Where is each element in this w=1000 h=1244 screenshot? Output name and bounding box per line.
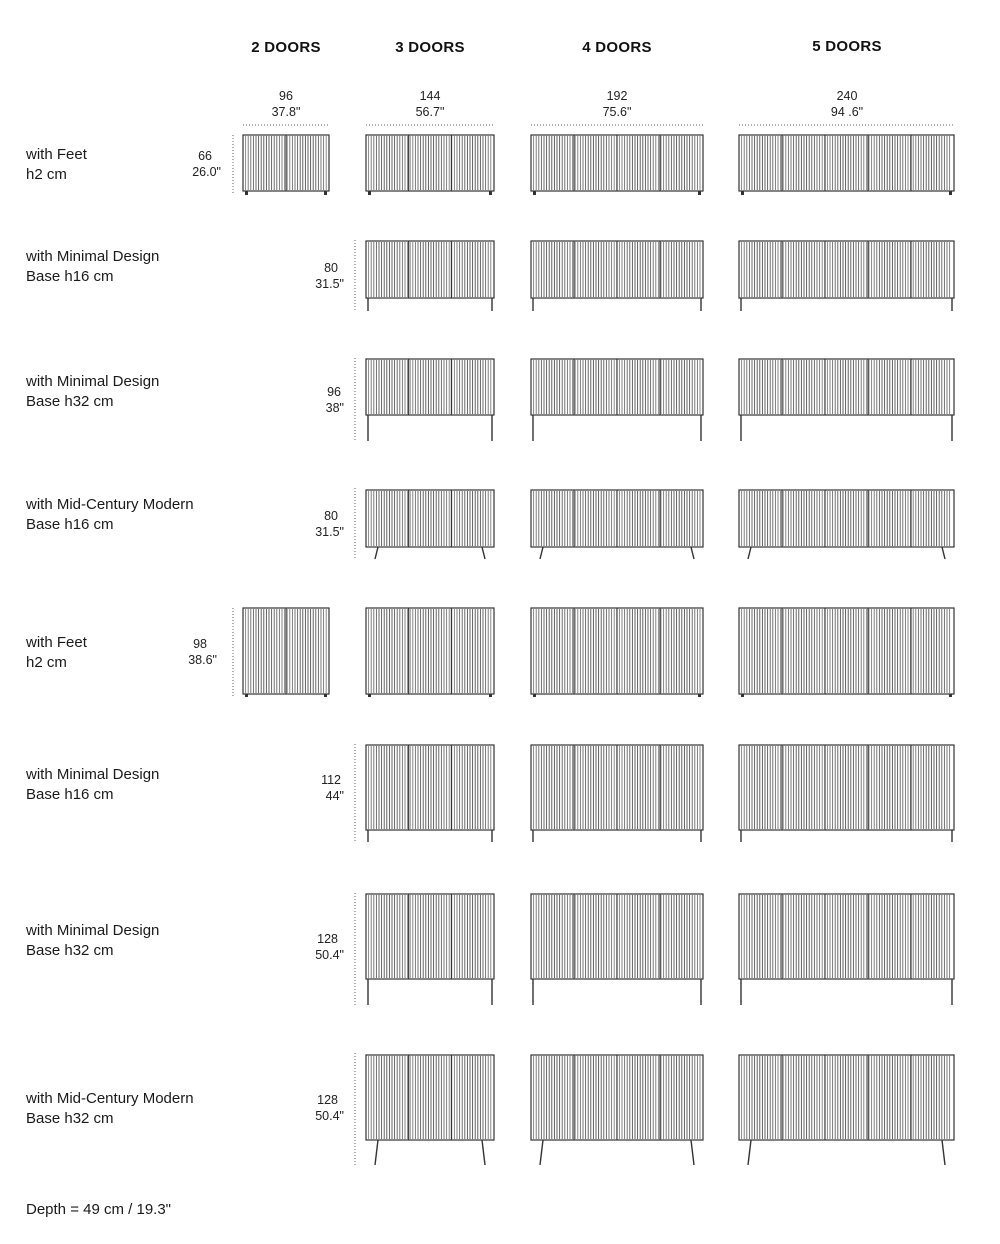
foot-right [324, 694, 327, 697]
row-4-label-line1: with Mid-Century Modern [26, 496, 194, 513]
row-2-label-line1: with Minimal Design [26, 248, 160, 265]
row-labels [25, 146, 194, 1127]
row-1-label-line1: with Feet [26, 146, 87, 163]
cabinet-body [739, 359, 954, 415]
cabinet-body [739, 135, 954, 191]
leg-left [748, 1140, 751, 1165]
row-3-label-line2: Base h32 cm [26, 393, 114, 410]
column-header-5-doors: 5 DOORS [812, 38, 882, 55]
leg-right [691, 1140, 694, 1165]
sideboard-row-6-4-doors [531, 745, 703, 842]
leg-right [691, 547, 694, 559]
row-7-label-line2: Base h32 cm [26, 942, 114, 959]
sideboard-row-1-4-doors [531, 135, 703, 195]
sideboard-row-4-3-doors [366, 490, 494, 559]
sideboard-row-1-5-doors [739, 135, 954, 195]
leg-left [540, 1140, 543, 1165]
row-8-height-cm: 128 [317, 1093, 338, 1107]
row-3-label-line1: with Minimal Design [26, 373, 160, 390]
foot-left [741, 694, 744, 697]
column-header-3-doors: 3 DOORS [395, 39, 465, 56]
width-in-5-doors: 94 .6" [830, 105, 864, 119]
row-8-label-line1: with Mid-Century Modern [26, 1090, 194, 1107]
cabinet-body [739, 1055, 954, 1140]
foot-right [698, 694, 701, 697]
row-3-height-cm: 96 [327, 385, 341, 399]
sideboard-row-7-5-doors [739, 894, 954, 1005]
row-1-height-cm: 66 [198, 149, 212, 163]
width-cm-4-doors: 192 [606, 89, 628, 103]
row-4-height-cm: 80 [324, 509, 338, 523]
leg-left [375, 547, 378, 559]
sideboard-drawings [243, 135, 954, 1165]
sideboard-row-4-4-doors [531, 490, 703, 559]
sideboard-row-6-5-doors [739, 745, 954, 842]
sideboard-row-8-5-doors [739, 1055, 954, 1165]
width-in-3-doors: 56.7" [415, 105, 445, 119]
row-7-height-in: 50.4" [315, 948, 344, 962]
column-header-2-doors: 2 DOORS [251, 39, 321, 56]
leg-right [942, 1140, 945, 1165]
leg-left [748, 547, 751, 559]
row-5-height-cm: 98 [193, 637, 207, 651]
column-headers [251, 38, 882, 56]
row-8-height-in: 50.4" [315, 1109, 344, 1123]
foot-left [368, 191, 371, 195]
sideboard-row-3-5-doors [739, 359, 954, 441]
row-2-height-in: 31.5" [315, 277, 344, 291]
sideboard-row-2-4-doors [531, 241, 703, 311]
sideboard-row-3-4-doors [531, 359, 703, 441]
sideboard-row-4-5-doors [739, 490, 954, 559]
row-6-height-cm: 112 [321, 773, 341, 787]
width-cm-3-doors: 144 [419, 89, 441, 103]
leg-left [540, 547, 543, 559]
foot-left [533, 191, 536, 195]
row-2-height-cm: 80 [324, 261, 338, 275]
sideboard-row-5-2-doors [243, 608, 329, 697]
cabinet-body [739, 608, 954, 694]
foot-right [489, 191, 492, 195]
row-2-label-line2: Base h16 cm [26, 268, 114, 285]
foot-left [368, 694, 371, 697]
foot-left [533, 694, 536, 697]
row-6-label-line1: with Minimal Design [26, 766, 160, 783]
width-cm-2-doors: 96 [279, 89, 293, 103]
sideboard-row-5-4-doors [531, 608, 703, 697]
sideboard-row-1-3-doors [366, 135, 494, 195]
row-5-label-line2: h2 cm [26, 654, 67, 671]
sideboard-row-5-5-doors [739, 608, 954, 697]
cabinet-body [739, 241, 954, 298]
sideboard-row-7-3-doors [366, 894, 494, 1005]
leg-right [482, 547, 485, 559]
sideboard-row-5-3-doors [366, 608, 494, 697]
row-4-label-line2: Base h16 cm [26, 516, 114, 533]
sideboard-row-2-5-doors [739, 241, 954, 311]
leg-left [375, 1140, 378, 1165]
cabinet-body [739, 490, 954, 547]
foot-right [489, 694, 492, 697]
foot-left [741, 191, 744, 195]
row-8-label-line2: Base h32 cm [26, 1110, 114, 1127]
row-1-label-line2: h2 cm [26, 166, 67, 183]
column-header-4-doors: 4 DOORS [582, 39, 652, 56]
row-3-height-in: 38" [325, 401, 344, 415]
foot-right [698, 191, 701, 195]
row-5-label-line1: with Feet [26, 634, 87, 651]
width-dimensions [243, 89, 954, 125]
foot-left [245, 191, 248, 195]
sideboard-row-2-3-doors [366, 241, 494, 311]
leg-right [482, 1140, 485, 1165]
sideboard-row-3-3-doors [366, 359, 494, 441]
width-in-4-doors: 75.6" [602, 105, 632, 119]
row-7-height-cm: 128 [317, 932, 338, 946]
row-4-height-in: 31.5" [315, 525, 344, 539]
foot-right [949, 694, 952, 697]
width-cm-5-doors: 240 [836, 89, 858, 103]
sideboard-row-6-3-doors [366, 745, 494, 842]
depth-note: Depth = 49 cm / 19.3" [26, 1201, 171, 1218]
row-6-height-in: 44" [325, 789, 344, 803]
foot-left [245, 694, 248, 697]
row-6-label-line2: Base h16 cm [26, 786, 114, 803]
sideboard-row-7-4-doors [531, 894, 703, 1005]
foot-right [324, 191, 327, 195]
cabinet-body [739, 894, 954, 979]
sideboard-row-8-4-doors [531, 1055, 703, 1165]
row-7-label-line1: with Minimal Design [26, 922, 160, 939]
width-in-2-doors: 37.8" [271, 105, 301, 119]
leg-right [942, 547, 945, 559]
cabinet-body [739, 745, 954, 830]
sideboard-row-8-3-doors [366, 1055, 494, 1165]
sideboard-row-1-2-doors [243, 135, 329, 195]
foot-right [949, 191, 952, 195]
row-5-height-in: 38.6" [188, 653, 217, 667]
row-1-height-in: 26.0" [192, 165, 221, 179]
